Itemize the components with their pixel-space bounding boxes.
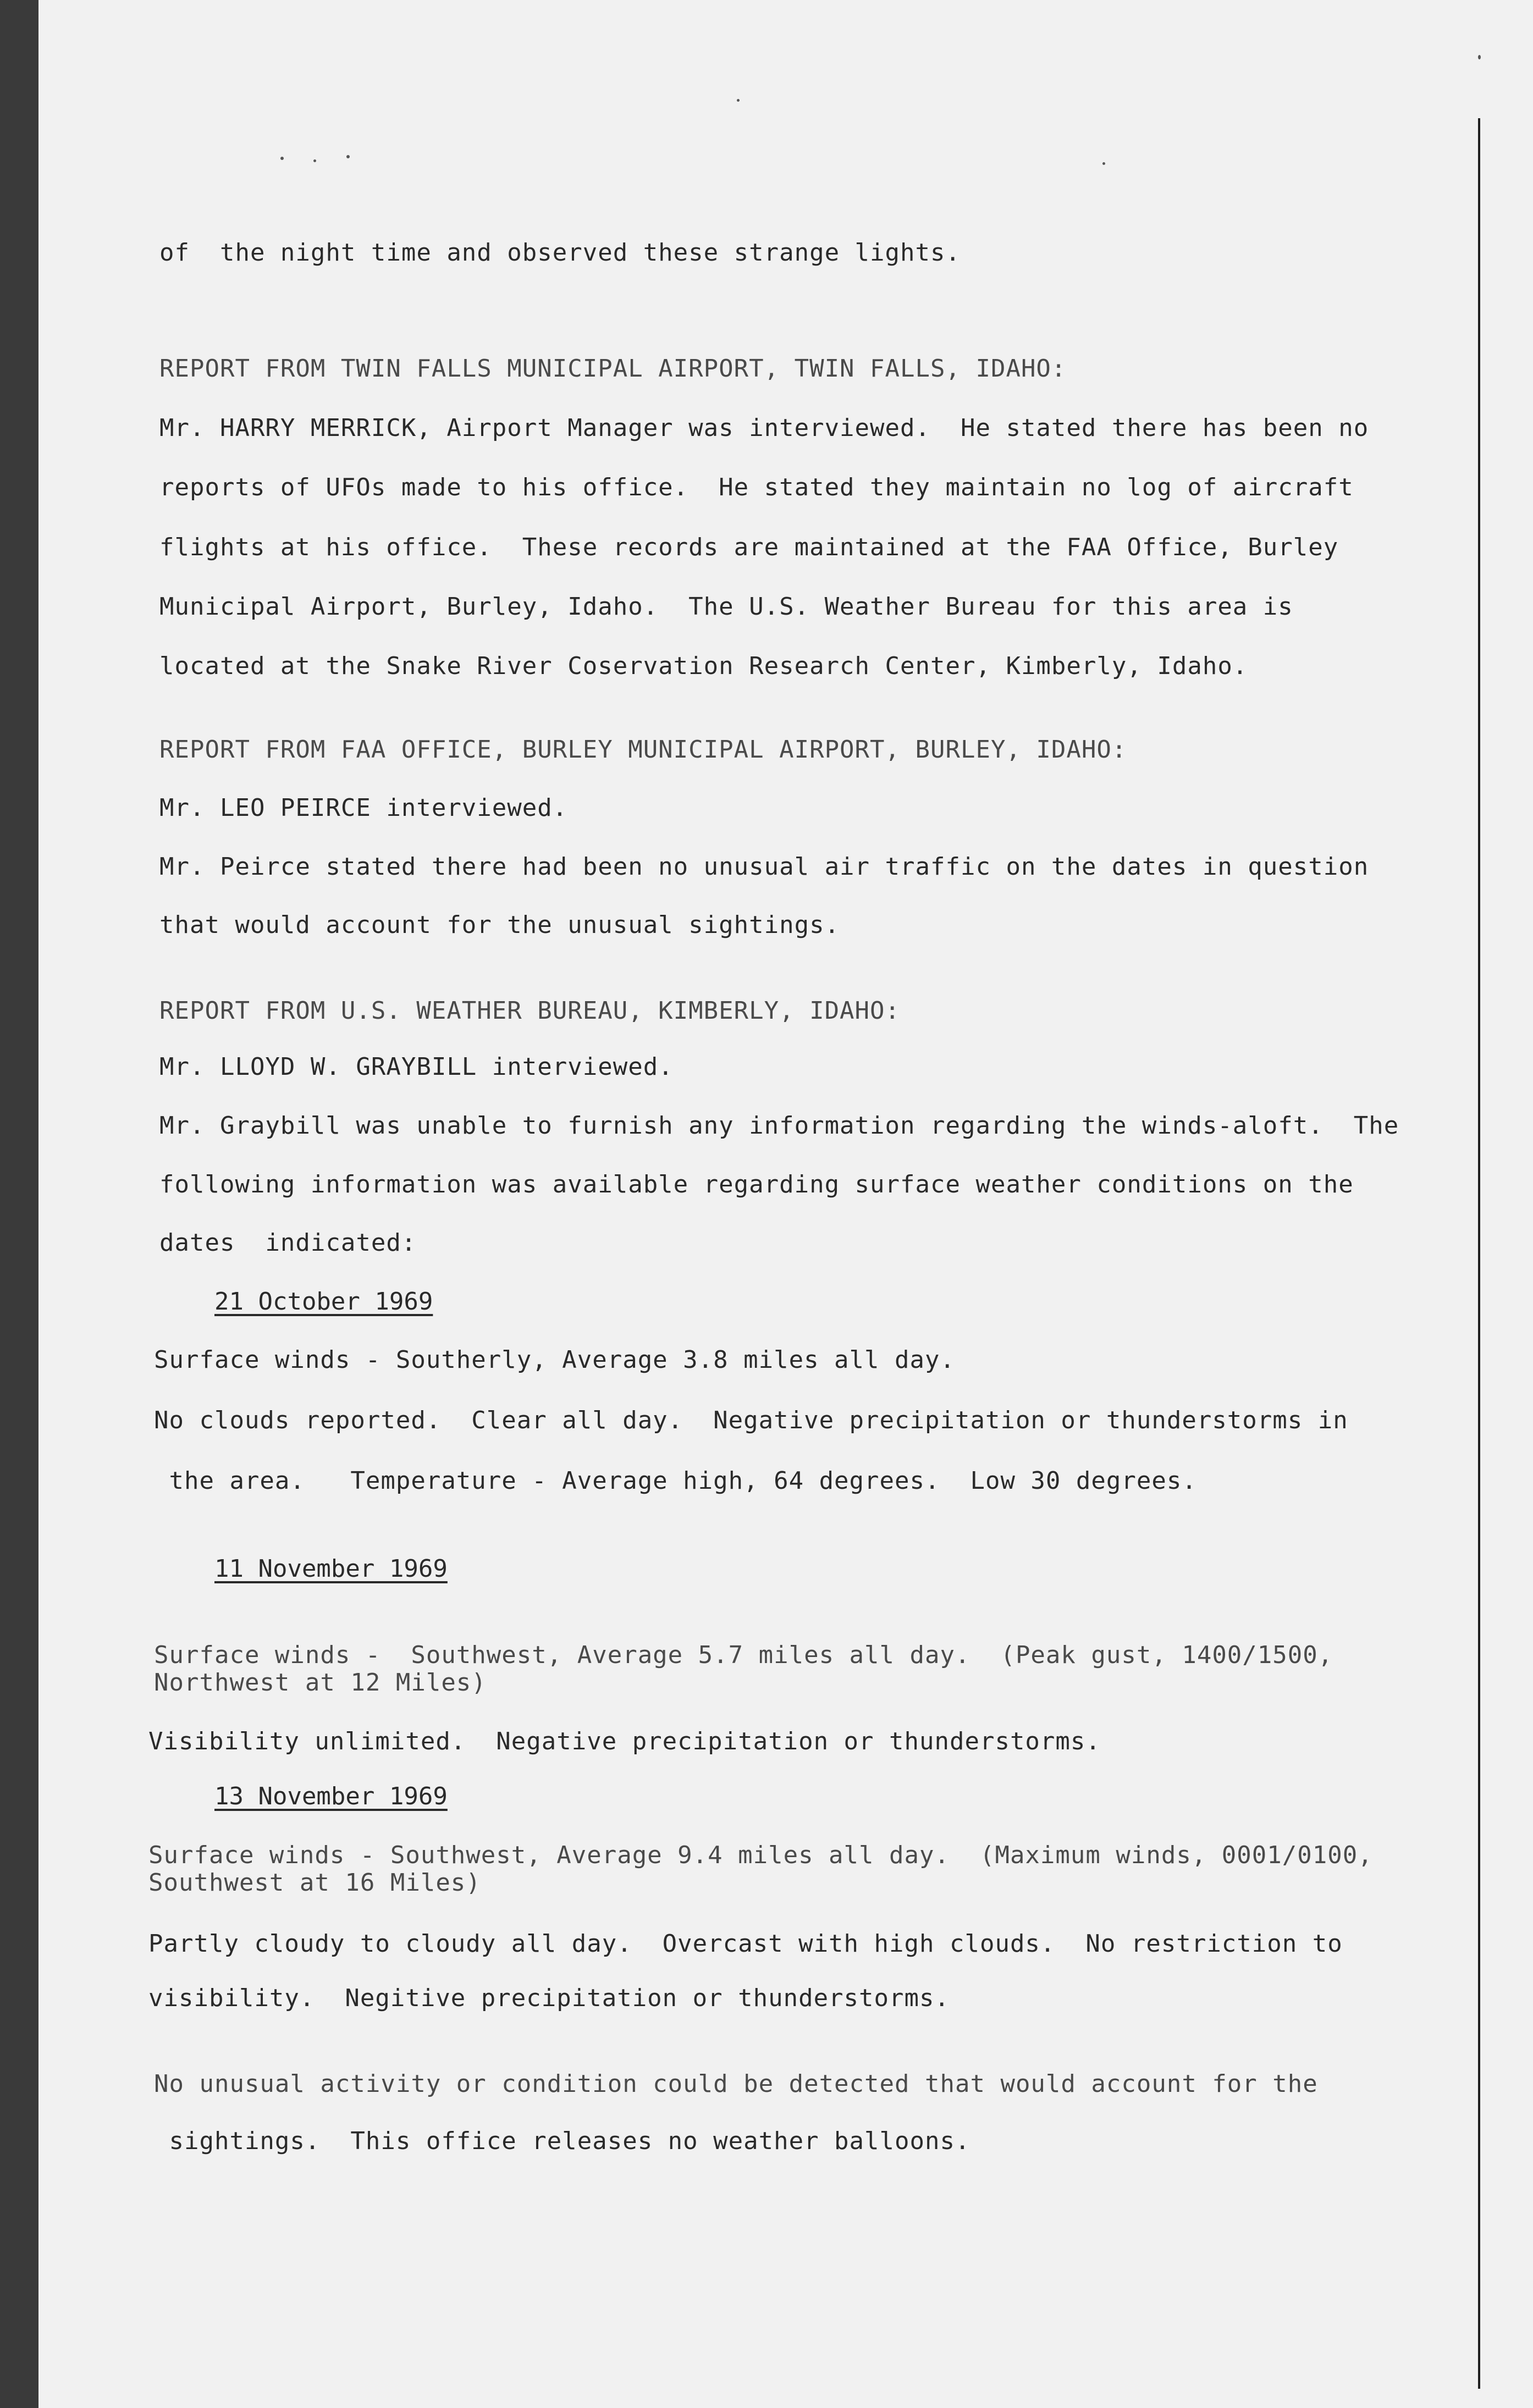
scan-speck <box>313 159 316 162</box>
weather-bureau-line: following information was available regarding surface weather conditions on the <box>159 1170 1354 1199</box>
date-heading-oct21: 21 October 1969 <box>214 1288 433 1316</box>
nov13-wind-line: Surface winds - Southwest, Average 9.4 miles all day. (Maximum winds, 0001/0100, <box>148 1841 1373 1869</box>
nov11-wind-line: Surface winds - Southwest, Average 5.7 miles all day. (Peak gust, 1400/1500, <box>154 1641 1333 1669</box>
faa-heading: REPORT FROM FAA OFFICE, BURLEY MUNICIPAL AIRPORT, BURLEY, IDAHO: <box>159 736 1127 764</box>
oct21-line: the area. Temperature - Average high, 64 degrees. Low 30 degrees. <box>154 1467 1197 1495</box>
oct21-line: Surface winds - Southerly, Average 3.8 miles all day. <box>154 1346 955 1374</box>
weather-bureau-interviewee: Mr. LLOYD W. GRAYBILL interviewed. <box>159 1053 674 1081</box>
nov13-line: visibility. Negitive precipitation or thunderstorms. <box>148 1984 950 2012</box>
date-heading-nov13: 13 November 1969 <box>214 1782 448 1810</box>
closing-line: sightings. This office releases no weather balloons. <box>154 2127 970 2155</box>
weather-bureau-line: dates indicated: <box>159 1229 417 1257</box>
intro-line: of the night time and observed these strange lights. <box>159 239 961 267</box>
twin-falls-line: flights at his office. These records are maintained at the FAA Office, Burley <box>159 533 1339 561</box>
faa-line: Mr. Peirce stated there had been no unusual air traffic on the dates in question <box>159 853 1369 881</box>
scan-speck <box>280 157 284 160</box>
scan-speck <box>737 99 740 102</box>
nov13-line: Partly cloudy to cloudy all day. Overcast with high clouds. No restriction to <box>148 1930 1343 1958</box>
margin-rule <box>1478 118 1480 2389</box>
oct21-line: No clouds reported. Clear all day. Negative precipitation or thunderstorms in <box>154 1406 1348 1434</box>
scan-speck <box>346 155 350 158</box>
twin-falls-line: Mr. HARRY MERRICK, Airport Manager was interviewed. He stated there has been no <box>159 414 1369 442</box>
nov13-wind-line: Southwest at 16 Miles) <box>148 1869 481 1897</box>
nov11-wind-line: Northwest at 12 Miles) <box>154 1669 487 1697</box>
weather-bureau-heading: REPORT FROM U.S. WEATHER BUREAU, KIMBERLY, IDAHO: <box>159 997 901 1025</box>
document-page <box>38 0 1533 2408</box>
date-heading-nov11: 11 November 1969 <box>214 1555 448 1583</box>
weather-bureau-line: Mr. Graybill was unable to furnish any information regarding the winds-aloft. The <box>159 1112 1399 1140</box>
twin-falls-line: reports of UFOs made to his office. He stated they maintain no log of aircraft <box>159 473 1354 501</box>
closing-line: No unusual activity or condition could be detected that would account for the <box>154 2070 1318 2098</box>
twin-falls-heading: REPORT FROM TWIN FALLS MUNICIPAL AIRPORT, TWIN FALLS, IDAHO: <box>159 355 1067 383</box>
scan-speck <box>1102 162 1105 165</box>
faa-interviewee: Mr. LEO PEIRCE interviewed. <box>159 794 568 822</box>
faa-line: that would account for the unusual sightings. <box>159 911 840 939</box>
twin-falls-line: located at the Snake River Coservation Research Center, Kimberly, Idaho. <box>159 652 1248 680</box>
twin-falls-line: Municipal Airport, Burley, Idaho. The U.S. Weather Bureau for this area is <box>159 593 1293 621</box>
nov11-visibility: Visibility unlimited. Negative precipitation or thunderstorms. <box>148 1727 1101 1755</box>
scan-speck <box>1478 55 1481 59</box>
